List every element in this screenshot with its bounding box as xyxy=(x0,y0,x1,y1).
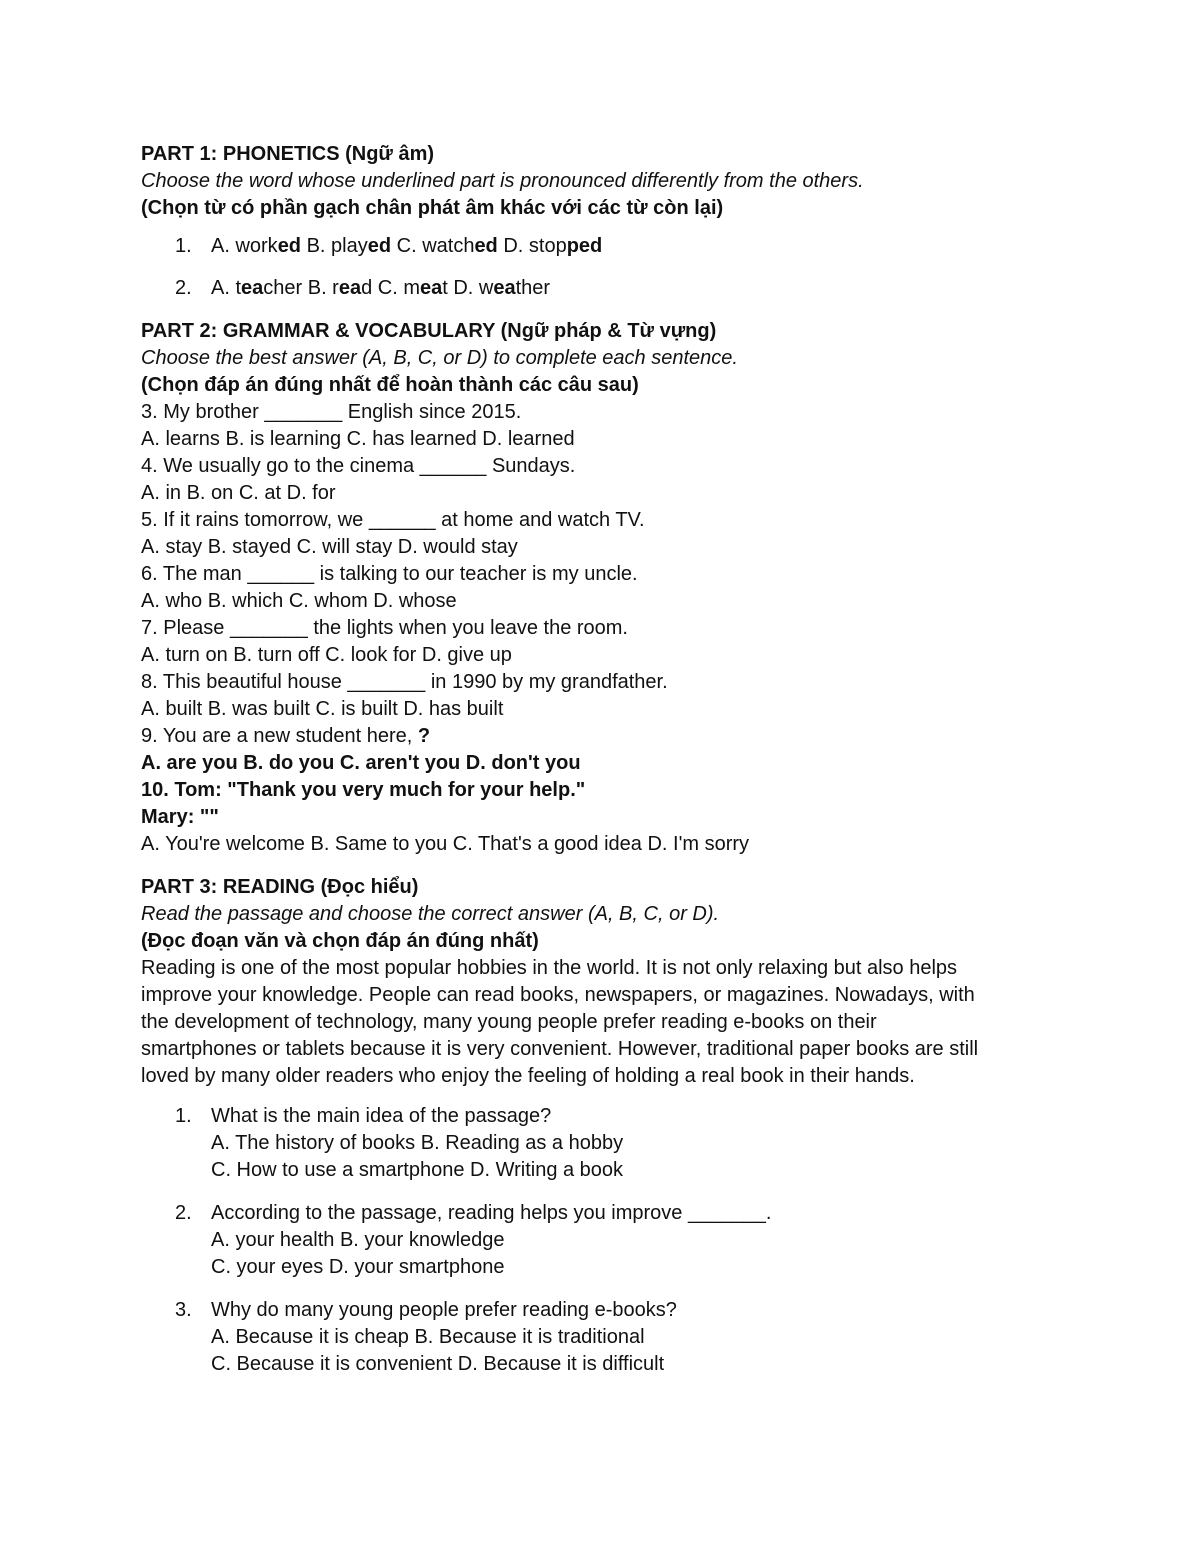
question-text: Why do many young people prefer reading e-books? xyxy=(211,1299,677,1321)
text-segment: ther xyxy=(515,277,551,299)
grammar-line xyxy=(141,642,1061,669)
item-number: 2. xyxy=(175,277,192,299)
passage-line: improve your knowledge. People can read books, newspapers, or magazines. Nowadays, with xyxy=(141,984,975,1006)
text-segment: A. stay B. stayed C. will stay D. would stay xyxy=(141,536,518,558)
question-text: According to the passage, reading helps you improve _______. xyxy=(211,1202,772,1224)
text-segment: 5. If it rains tomorrow, we ______ at home and watch TV. xyxy=(141,509,645,531)
text-segment: ea xyxy=(338,277,362,299)
reading-passage xyxy=(141,955,1061,1090)
text-segment: 3. My brother _______ English since 2015. xyxy=(141,401,522,423)
passage-line: the development of technology, many young people prefer reading e-books on their xyxy=(141,1011,877,1033)
text-segment: 8. This beautiful house _______ in 1990 by my grandfather. xyxy=(141,671,668,693)
grammar-line xyxy=(141,561,1061,588)
text-segment: A. in B. on C. at D. for xyxy=(141,482,336,504)
text-segment: cher B. r xyxy=(263,277,339,299)
text-segment: ped xyxy=(566,235,603,257)
options-line: C. Because it is convenient D. Because it is difficult xyxy=(211,1353,665,1375)
grammar-line xyxy=(141,507,1061,534)
grammar-line xyxy=(141,453,1061,480)
part3-section xyxy=(141,874,1061,1378)
part2-instruction-vi: (Chọn đáp án đúng nhất để hoàn thành các câu sau) xyxy=(141,374,639,396)
text-segment: ea xyxy=(420,277,443,299)
text-segment: A. who B. which C. whom D. whose xyxy=(141,590,457,612)
grammar-line xyxy=(141,534,1061,561)
question-number: 1. xyxy=(175,1105,192,1127)
options-line: C. How to use a smartphone D. Writing a book xyxy=(211,1159,624,1181)
passage-line: smartphones or tablets because it is very convenient. However, traditional paper books are still xyxy=(141,1038,979,1060)
reading-question xyxy=(141,1200,1061,1281)
text-segment: A. built B. was built C. is built D. has built xyxy=(141,698,504,720)
text-segment: 10. Tom: "Thank you very much for your help." xyxy=(141,779,586,801)
text-segment: B. play xyxy=(301,235,368,257)
text-segment: 6. The man ______ is talking to our teacher is my uncle. xyxy=(141,563,638,585)
passage-line: loved by many older readers who enjoy the feeling of holding a real book in their hands. xyxy=(141,1065,915,1087)
text-segment: A. are you B. do you C. aren't you D. don't you xyxy=(141,752,581,774)
grammar-line xyxy=(141,588,1061,615)
text-segment: ed xyxy=(367,235,392,257)
part2-instruction-en: Choose the best answer (A, B, C, or D) to complete each sentence. xyxy=(141,347,738,369)
grammar-line xyxy=(141,723,1061,750)
text-segment: ea xyxy=(241,277,264,299)
text-segment: ed xyxy=(277,235,302,257)
part3-instruction-vi: (Đọc đoạn văn và chọn đáp án đúng nhất) xyxy=(141,930,539,952)
text-segment: D. stop xyxy=(497,235,567,257)
text-segment: A. You're welcome B. Same to you C. That's a good idea D. I'm sorry xyxy=(141,833,750,855)
exam-document xyxy=(141,141,1061,1378)
text-segment: C. watch xyxy=(391,235,475,257)
part2-section xyxy=(141,318,1061,858)
grammar-line xyxy=(141,426,1061,453)
part3-heading: PART 3: READING (Đọc hiểu) xyxy=(141,876,419,898)
grammar-line xyxy=(141,399,1061,426)
part2-heading: PART 2: GRAMMAR & VOCABULARY (Ngữ pháp & Từ vựng) xyxy=(141,320,717,342)
text-segment: t D. w xyxy=(442,277,494,299)
options-line: C. your eyes D. your smartphone xyxy=(211,1256,505,1278)
options-line: A. The history of books B. Reading as a hobby xyxy=(211,1132,624,1154)
part1-heading: PART 1: PHONETICS (Ngữ âm) xyxy=(141,143,435,165)
grammar-line xyxy=(141,480,1061,507)
text-segment: Mary: "" xyxy=(141,806,219,828)
phonetics-item xyxy=(141,233,1061,260)
text-segment: A. learns B. is learning C. has learned D. learned xyxy=(141,428,575,450)
grammar-line xyxy=(141,669,1061,696)
part1-section xyxy=(141,141,1061,302)
grammar-line xyxy=(141,696,1061,723)
text-segment: 4. We usually go to the cinema ______ Sundays. xyxy=(141,455,576,477)
reading-question xyxy=(141,1103,1061,1184)
part3-instruction-en: Read the passage and choose the correct answer (A, B, C, or D). xyxy=(141,903,720,925)
question-text: What is the main idea of the passage? xyxy=(211,1105,552,1127)
text-segment: A. turn on B. turn off C. look for D. give up xyxy=(141,644,512,666)
grammar-line xyxy=(141,831,1061,858)
item-number: 1. xyxy=(175,235,192,257)
text-segment: 9. You are a new student here, xyxy=(141,725,418,747)
grammar-line xyxy=(141,615,1061,642)
phonetics-item xyxy=(141,275,1061,302)
reading-questions xyxy=(141,1103,1061,1378)
grammar-line xyxy=(141,804,1061,831)
grammar-questions xyxy=(141,399,1061,858)
part1-instruction-vi: (Chọn từ có phần gạch chân phát âm khác với các từ còn lại) xyxy=(141,197,724,219)
text-segment: ed xyxy=(474,235,498,257)
passage-line: Reading is one of the most popular hobbies in the world. It is not only relaxing but also helps xyxy=(141,957,958,979)
grammar-line xyxy=(141,777,1061,804)
text-segment: ? xyxy=(417,725,431,747)
question-number: 3. xyxy=(175,1299,192,1321)
text-segment: d C. m xyxy=(361,277,420,299)
question-number: 2. xyxy=(175,1202,192,1224)
grammar-line xyxy=(141,750,1061,777)
text-segment: ea xyxy=(493,277,516,299)
text-segment: A. t xyxy=(211,277,242,299)
reading-question xyxy=(141,1297,1061,1378)
options-line: A. your health B. your knowledge xyxy=(211,1229,505,1251)
phonetics-list xyxy=(141,233,1061,302)
text-segment: 7. Please _______ the lights when you leave the room. xyxy=(141,617,628,639)
part1-instruction-en: Choose the word whose underlined part is pronounced differently from the others. xyxy=(141,170,864,192)
options-line: A. Because it is cheap B. Because it is traditional xyxy=(211,1326,645,1348)
text-segment: A. work xyxy=(211,235,278,257)
